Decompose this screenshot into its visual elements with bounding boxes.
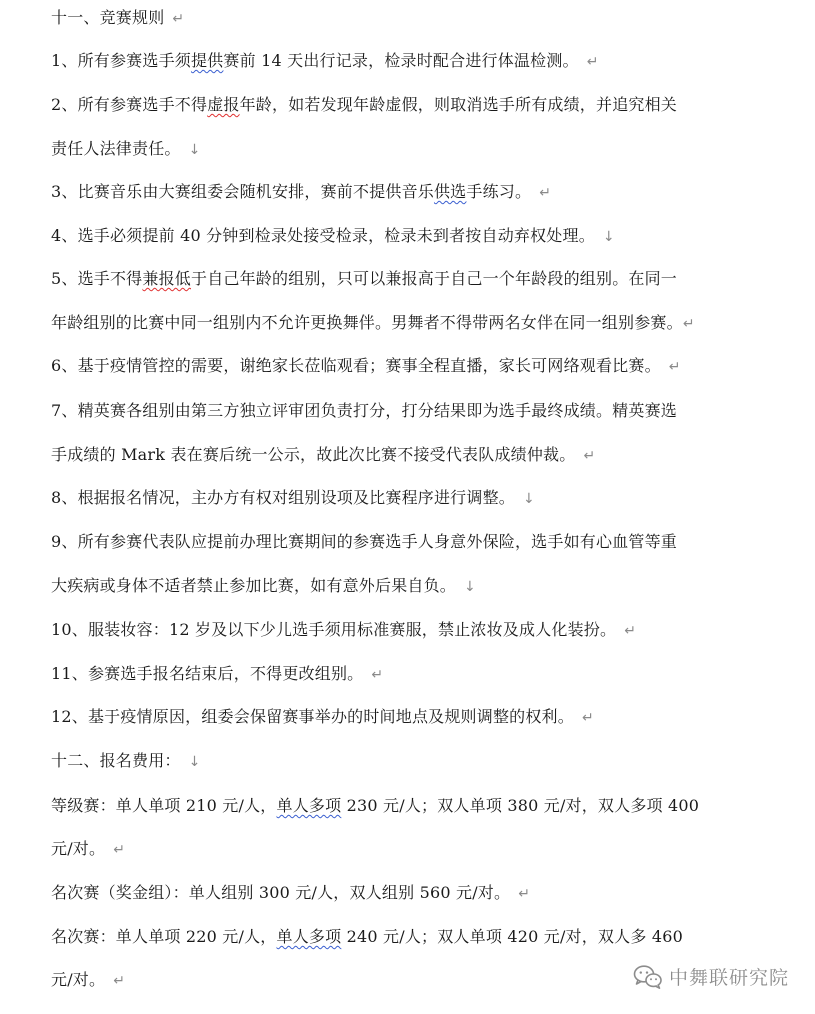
line-text: 名次赛：单人单项 220 元/人，单人多项 240 元/人；双人单项 420 元/对，双人多 460 <box>51 927 683 946</box>
paragraph-mark: ↵ <box>518 886 531 902</box>
rule-7-line-2 <box>51 444 791 467</box>
rule-8 <box>51 487 791 510</box>
line-text: 大疾病或身体不适者禁止参加比赛，如有意外后果自负。 <box>51 576 457 595</box>
section-heading-fees <box>51 750 791 773</box>
rule-2-line-2 <box>51 138 791 161</box>
proofing-underline: 虚报 <box>207 95 240 114</box>
line-text: 十一、竞赛规则 <box>51 8 165 27</box>
line-text: 责任人法律责任。 <box>51 139 181 158</box>
rule-2-line-1 <box>51 94 791 117</box>
paragraph-mark: ↵ <box>586 54 599 70</box>
line-break-mark: ↓ <box>464 579 476 595</box>
section-heading-rules <box>51 7 791 30</box>
line-text: 等级赛：单人单项 210 元/人，单人多项 230 元/人；双人单项 380 元/对，双人多项 400 <box>51 796 700 815</box>
rule-5-line-2 <box>51 312 791 335</box>
line-text: 4、选手必须提前 40 分钟到检录处接受检录，检录未到者按自动弃权处理。 <box>51 226 595 245</box>
rule-9-line-2 <box>51 575 791 598</box>
rule-3 <box>51 181 791 204</box>
line-text: 10、服装妆容：12 岁及以下少儿选手须用标准赛服，禁止浓妆及成人化装扮。 <box>51 620 617 639</box>
rule-10 <box>51 619 791 642</box>
paragraph-mark: ↵ <box>113 973 126 989</box>
proofing-underline: 供选 <box>433 182 467 201</box>
proofing-underline: 兼报低 <box>142 269 191 288</box>
line-text: 12、基于疫情原因，组委会保留赛事举办的时间地点及规则调整的权利。 <box>51 707 574 726</box>
rule-5-line-1 <box>51 268 791 291</box>
line-break-mark: ↓ <box>602 229 615 245</box>
paragraph-mark: ↵ <box>539 185 552 201</box>
paragraph-mark: ↵ <box>371 667 384 683</box>
line-text: 年龄组别的比赛中同一组别内不允许更换舞伴。男舞者不得带两名女伴在同一组别参赛。 <box>51 313 683 332</box>
line-text: 名次赛（奖金组）：单人组别 300 元/人，双人组别 560 元/对。 <box>51 883 511 902</box>
fee-grade-line-1 <box>51 795 791 818</box>
watermark-text: 中舞联研究院 <box>668 967 789 989</box>
line-text: 3、比赛音乐由大赛组委会随机安排，赛前不提供音乐供选手练习。 <box>51 182 532 201</box>
line-break-mark: ↓ <box>188 142 201 158</box>
line-text: 手成绩的 Mark 表在赛后统一公示，故此次比赛不接受代表队成绩仲裁。 <box>51 445 576 464</box>
line-text: 8、根据报名情况，主办方有权对组别设项及比赛程序进行调整。 <box>51 488 515 507</box>
line-text: 11、参赛选手报名结束后，不得更改组别。 <box>51 664 364 683</box>
watermark <box>633 963 789 990</box>
line-break-mark: ↓ <box>188 754 201 770</box>
proofing-underline: 单人多项 <box>276 796 342 815</box>
line-text: 7、精英赛各组别由第三方独立评审团负责打分，打分结果即为选手最终成绩。精英赛选 <box>51 401 677 420</box>
paragraph-mark: ↵ <box>668 359 681 375</box>
line-text: 1、所有参赛选手须提供赛前 14 天出行记录，检录时配合进行体温检测。 <box>51 51 579 70</box>
proofing-underline: 提供 <box>190 51 224 70</box>
paragraph-mark: ↵ <box>682 316 695 332</box>
line-text: 元/对。 <box>51 970 106 989</box>
paragraph-mark: ↵ <box>113 842 126 858</box>
fee-ranking-prize <box>51 882 791 905</box>
line-text: 9、所有参赛代表队应提前办理比赛期间的参赛选手人身意外保险，选手如有心血管等重 <box>51 532 677 551</box>
line-text: 元/对。 <box>51 839 106 858</box>
fee-grade-line-2 <box>51 838 791 861</box>
paragraph-mark: ↵ <box>583 448 596 464</box>
paragraph-mark: ↵ <box>624 623 637 639</box>
paragraph-mark: ↵ <box>581 710 594 726</box>
rule-6 <box>51 355 791 378</box>
rule-7-line-1 <box>51 400 791 423</box>
rule-11 <box>51 663 791 686</box>
wechat-icon <box>633 964 663 990</box>
fee-ranking-line-1 <box>51 926 791 949</box>
paragraph-mark: ↵ <box>172 11 185 27</box>
proofing-underline: 单人多项 <box>276 927 342 946</box>
line-text: 6、基于疫情管控的需要，谢绝家长莅临观看；赛事全程直播，家长可网络观看比赛。 <box>51 356 661 375</box>
line-text: 十二、报名费用： <box>51 751 181 770</box>
rule-9-line-1 <box>51 531 791 554</box>
rule-12 <box>51 706 791 729</box>
line-break-mark: ↓ <box>522 491 535 507</box>
rule-1 <box>51 50 791 73</box>
line-text: 5、选手不得兼报低于自己年龄的组别，只可以兼报高于自己一个年龄段的组别。在同一 <box>51 269 678 288</box>
line-text: 2、所有参赛选手不得虚报年龄，如若发现年龄虚假，则取消选手所有成绩，并追究相关 <box>51 95 677 114</box>
rule-4 <box>51 225 791 248</box>
